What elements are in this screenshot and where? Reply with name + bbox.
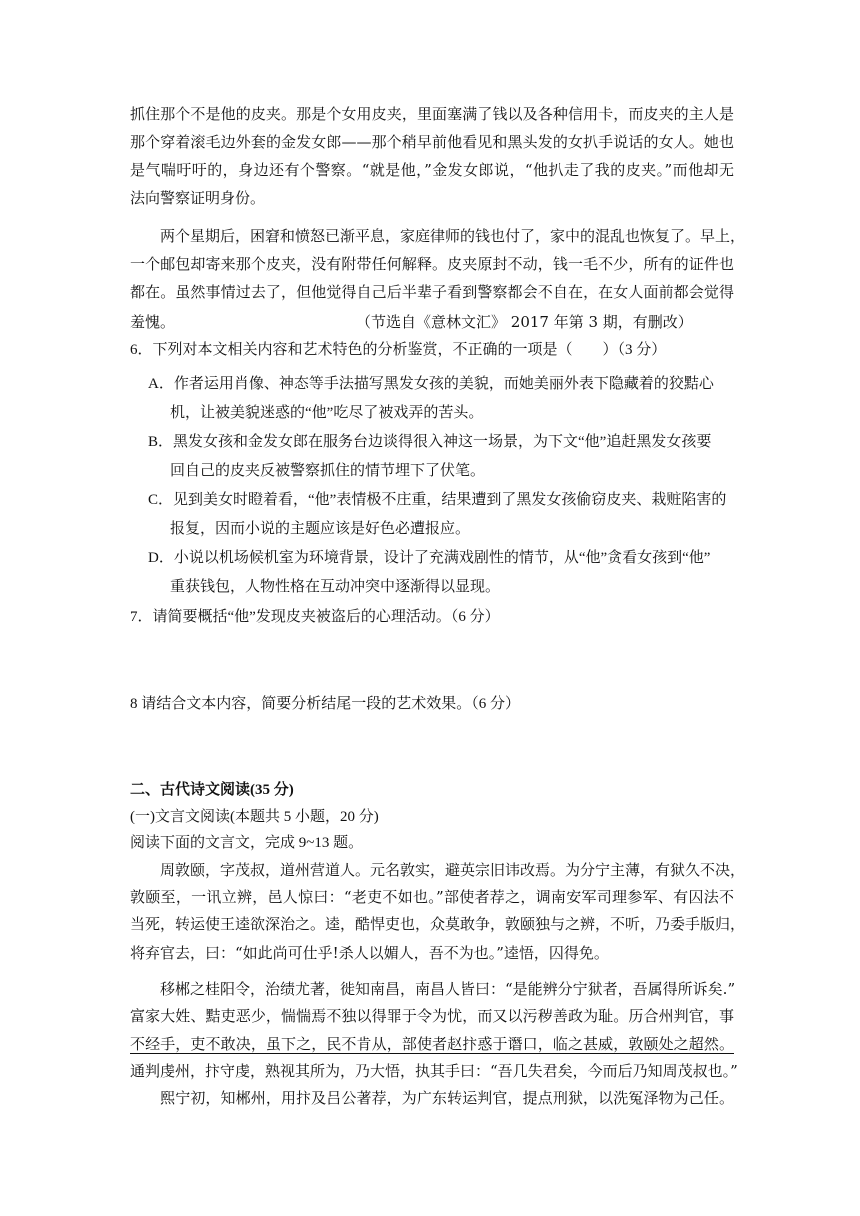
- q6-option-b-line1: B．黑发女孩和金发女郎在服务台边谈得很入神这一场景，为下文“他”追赶黑发女孩要: [148, 434, 712, 450]
- story-p2-line1: [130, 226, 746, 246]
- story-p2-line3: 都在。虽然事情过去了，但他觉得自己后半辈子看到警察都会不自在，在女人面前都会觉得: [130, 283, 734, 301]
- classical-p1-line2: 敦颐至，一讯立辨，邑人惊曰：“老吏不如也。”部使者荐之，调南安军司理参军、有囚法不: [130, 888, 734, 906]
- section2-instructions: 阅读下面的文言文，完成 9~13 题。: [130, 835, 364, 851]
- section2-title: 二、古代诗文阅读(35 分): [130, 782, 294, 798]
- q8-prompt: 8 请结合文本内容，简要分析结尾一段的艺术效果。（6 分）: [130, 696, 521, 712]
- classical-p1-line1-text: 周敦颐，字茂叔，道州营道人。元名敦实，避英宗旧讳改焉。为分宁主薄，有狱久不决，: [160, 861, 746, 879]
- q6-option-a-line1: A．作者运用肖像、神态等手法描写黑发女孩的美貌，而她美丽外表下隐藏着的狡黠心: [148, 376, 714, 392]
- classical-p1-line1: [130, 860, 746, 880]
- q6-stem: 6．下列对本文相关内容和艺术特色的分析鉴赏，不正确的一项是（ ）（3 分）: [130, 342, 667, 358]
- story-p2-line2: 一个邮包却寄来那个皮夹，没有附带任何解释。皮夹原封不动，钱一毛不少，所有的证件也: [130, 255, 734, 273]
- source-note: （节选自《意林文汇》 2017 年第 3 期，有删改）: [356, 313, 693, 331]
- classical-p2-line5: [130, 1088, 734, 1108]
- section2-subtitle: (一)文言文阅读(本题共 5 小题，20 分): [130, 809, 379, 825]
- story-p2-line1-text: 两个星期后，困窘和愤怒已渐平息，家庭律师的钱也付了，家中的混乱也恢复了。早上，: [160, 227, 746, 245]
- classical-p1-line3: 当死，转运使王逵欲深治之。逵，酷悍吏也，众莫敢争，敦颐独与之辨，不听，乃委手版归，: [130, 915, 746, 933]
- classical-p2-line1: [130, 979, 734, 999]
- q6-option-d-line1: D．小说以机场候机室为环境背景，设计了充满戏剧性的情节，从“他”贪看女孩到“他”: [148, 550, 711, 566]
- q6-option-b-line2: 回自己的皮夹反被警察抓住的情节埋下了伏笔。: [170, 463, 486, 479]
- q6-option-d-line2: 重获钱包，人物性格在互动冲突中逐渐得以显现。: [170, 579, 501, 595]
- story-p1-line4: 法向警察证明身份。: [130, 189, 266, 207]
- q7-prompt: 7．请简要概括“他”发现皮夹被盗后的心理活动。（6 分）: [130, 609, 500, 625]
- classical-p2-line4: 通判虔州，抃守虔，熟视其所为，乃大悟，执其手曰：“吾几失君矣，今而后乃知周茂叔也。”: [130, 1062, 738, 1080]
- q6-option-a-line2: 机，让被美貌迷惑的“他”吃尽了被戏弄的苦头。: [170, 405, 484, 421]
- q6-option-c-line2: 报复，因而小说的主题应该是好色必遭报应。: [170, 521, 471, 537]
- classical-p2-line5-text: 熙宁初，知郴州，用抃及吕公著荐，为广东转运判官，提点刑狱，以洗冤泽物为己任。: [160, 1089, 734, 1107]
- classical-p1-line4: 将弃官去，曰：“如此尚可仕乎!杀人以媚人，吾不为也。”逵悟，囚得免。: [130, 944, 609, 962]
- story-p1-line3: 是气喘吁吁的，身边还有个警察。“就是他，”金发女郎说，“他扒走了我的皮夹。”而他却无: [130, 161, 734, 179]
- classical-p2-line3-underlined: 不经手，吏不敢决，虽下之，民不肯从，部使者赵抃惑于谮口，临之甚威，敦颐处之超然。: [130, 1035, 734, 1053]
- story-p2-line4: 羞愧。: [130, 313, 176, 331]
- story-p1-line2: 那个穿着滚毛边外套的金发女郎——那个稍早前他看见和黑头发的女扒手说话的女人。她也: [130, 133, 734, 151]
- story-p1-line1: 抓住那个不是他的皮夹。那是个女用皮夹，里面塞满了钱以及各种信用卡，而皮夹的主人是: [130, 105, 734, 123]
- classical-p2-line2: 富家大姓、黠吏恶少，惴惴焉不独以得罪于令为忧，而又以污秽善政为耻。历合州判官，事: [130, 1007, 734, 1025]
- classical-p2-line1-text: 移郴之桂阳令，治绩尤著，徙知南昌，南昌人皆曰：“是能辨分宁狱者，吾属得所诉矣.”: [160, 980, 736, 998]
- q6-option-c-line1: C．见到美女时瞪着看，“他”表情极不庄重，结果遭到了黑发女孩偷窃皮夹、栽赃陷害的: [148, 492, 727, 508]
